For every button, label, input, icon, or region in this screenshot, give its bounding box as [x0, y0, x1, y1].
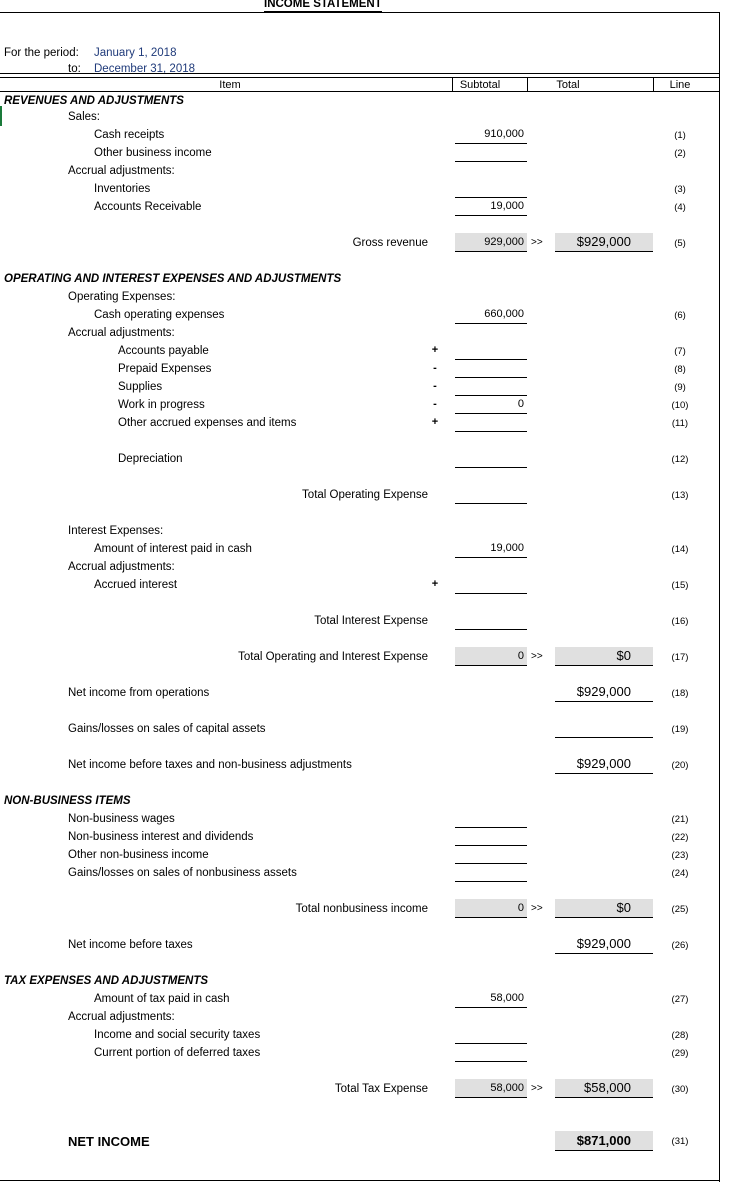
line-number: (3) — [674, 184, 686, 195]
gross-revenue-subtotal: 929,000 — [484, 236, 524, 248]
nonbusiness-heading: NON-BUSINESS ITEMS — [4, 795, 131, 807]
col-line: Line — [669, 79, 691, 91]
other-accrued-label: Other accrued expenses and items — [118, 417, 297, 429]
depreciation-field[interactable] — [455, 467, 527, 468]
wip-value: 0 — [517, 398, 524, 410]
title-rule — [0, 12, 720, 13]
header-col-divider-1 — [452, 78, 453, 92]
nb-other-label: Other non-business income — [68, 849, 209, 861]
line-number: (24) — [671, 868, 689, 879]
accounts-payable-field[interactable] — [455, 359, 527, 360]
other-accrued-field[interactable] — [455, 431, 527, 432]
depreciation-label: Depreciation — [118, 453, 183, 465]
nb-total-arrow: >> — [531, 903, 543, 914]
tax-cash-value: 58,000 — [490, 992, 524, 1004]
accrued-interest-sign: + — [431, 578, 439, 590]
interest-cash-label: Amount of interest paid in cash — [94, 543, 252, 555]
nb-gains-label: Gains/losses on sales of nonbusiness assets — [68, 867, 297, 879]
col-item: Item — [219, 79, 241, 91]
header-rule-2 — [0, 77, 720, 78]
period-label: For the period: — [4, 47, 79, 59]
tax-cash-label: Amount of tax paid in cash — [94, 993, 230, 1005]
gains-capital-label: Gains/losses on sales of capital assets — [68, 723, 266, 735]
net-ops-total: $929,000 — [576, 684, 631, 699]
accounts-receivable-label: Accounts Receivable — [94, 201, 202, 213]
nb-total-total: $0 — [616, 900, 631, 915]
total-op-int-total: $0 — [616, 648, 631, 663]
period-start: January 1, 2018 — [94, 47, 177, 59]
line-number: (27) — [671, 994, 689, 1005]
supplies-field[interactable] — [455, 395, 527, 396]
tax-cash-field[interactable] — [455, 1007, 527, 1008]
net-before-field[interactable] — [555, 773, 653, 774]
deferred-field[interactable] — [455, 1061, 527, 1062]
line-number: (8) — [674, 364, 686, 375]
interest-expenses-label: Interest Expenses: — [68, 525, 164, 537]
net-income-total: $871,000 — [576, 1133, 631, 1148]
line-number: (21) — [671, 814, 689, 825]
line-number: (15) — [671, 580, 689, 591]
line-number: (14) — [671, 544, 689, 555]
cash-op-value: 660,000 — [484, 308, 524, 320]
prepaid-sign: - — [433, 362, 437, 374]
line-number: (4) — [674, 202, 686, 213]
line-number: (18) — [671, 688, 689, 699]
total-op-field[interactable] — [455, 503, 527, 504]
deferred-label: Current portion of deferred taxes — [94, 1047, 261, 1059]
col-total: Total — [556, 79, 580, 91]
line-number: (6) — [674, 310, 686, 321]
net-before-total: $929,000 — [576, 756, 631, 771]
tax-total-arrow: >> — [531, 1083, 543, 1094]
line-number: (31) — [671, 1136, 689, 1147]
line-number: (22) — [671, 832, 689, 843]
line-number: (19) — [671, 724, 689, 735]
header-rule-3 — [0, 91, 720, 92]
total-op-int-arrow: >> — [531, 651, 543, 662]
line-number: (13) — [671, 490, 689, 501]
other-accrued-sign: + — [431, 416, 439, 428]
net-before-taxes-label: Net income before taxes — [68, 939, 193, 951]
inventories-label: Inventories — [94, 183, 151, 195]
accounts-receivable-field[interactable] — [455, 215, 527, 216]
cash-op-label: Cash operating expenses — [94, 309, 225, 321]
total-interest-field[interactable] — [455, 629, 527, 630]
nb-wages-label: Non-business wages — [68, 813, 175, 825]
net-before-taxes-field[interactable] — [555, 953, 653, 954]
net-before-label: Net income before taxes and non-business adjustments — [68, 759, 352, 771]
op-expenses-label: Operating Expenses: — [68, 291, 176, 303]
revenues-heading: REVENUES AND ADJUSTMENTS — [4, 95, 184, 107]
line-number: (1) — [674, 130, 686, 141]
line-number: (20) — [671, 760, 689, 771]
line-number: (16) — [671, 616, 689, 627]
nb-wages-field[interactable] — [455, 827, 527, 828]
line-number: (2) — [674, 148, 686, 159]
net-before-taxes-total: $929,000 — [576, 936, 631, 951]
accrued-interest-label: Accrued interest — [94, 579, 178, 591]
wip-label: Work in progress — [118, 399, 205, 411]
col-subtotal: Subtotal — [459, 79, 501, 91]
cash-receipts-value: 910,000 — [484, 128, 524, 140]
interest-cash-field[interactable] — [455, 557, 527, 558]
header-rule-1 — [0, 73, 720, 74]
tax-total-total: $58,000 — [584, 1080, 631, 1095]
accrued-interest-field[interactable] — [455, 593, 527, 594]
nb-total-subtotal: 0 — [517, 902, 524, 914]
accounts-payable-sign: + — [431, 344, 439, 356]
prepaid-label: Prepaid Expenses — [118, 363, 212, 375]
accounts-receivable-value: 19,000 — [490, 200, 524, 212]
line-number: (26) — [671, 940, 689, 951]
line-number: (17) — [671, 652, 689, 663]
line-number: (9) — [674, 382, 686, 393]
wip-field[interactable] — [455, 413, 527, 414]
nb-total-label: Total nonbusiness income — [295, 903, 428, 915]
line-number: (7) — [674, 346, 686, 357]
line-number: (30) — [671, 1084, 689, 1095]
header-col-divider-2 — [527, 78, 528, 92]
line-number: (28) — [671, 1030, 689, 1041]
line-number: (25) — [671, 904, 689, 915]
gains-capital-field[interactable] — [555, 737, 653, 738]
cash-op-field[interactable] — [455, 323, 527, 324]
net-income-label: NET INCOME — [68, 1134, 150, 1149]
nb-gains-field[interactable] — [455, 881, 527, 882]
line-number: (23) — [671, 850, 689, 861]
line-number: (12) — [671, 454, 689, 465]
tax-total-label: Total Tax Expense — [334, 1083, 428, 1095]
op-accrual-label: Accrual adjustments: — [68, 327, 175, 339]
nb-interest-label: Non-business interest and dividends — [68, 831, 254, 843]
net-ops-label: Net income from operations — [68, 687, 210, 699]
sales-label: Sales: — [68, 111, 100, 123]
operating-heading: OPERATING AND INTEREST EXPENSES AND ADJUSTMENTS — [4, 273, 342, 285]
bottom-rule — [0, 1180, 720, 1181]
total-op-int-subtotal: 0 — [517, 650, 524, 662]
inventories-field[interactable] — [455, 197, 527, 198]
accounts-payable-label: Accounts payable — [118, 345, 209, 357]
revenue-accrual-label: Accrual adjustments: — [68, 165, 175, 177]
total-op-int-label: Total Operating and Interest Expense — [238, 651, 428, 663]
tax-heading: TAX EXPENSES AND ADJUSTMENTS — [4, 975, 209, 987]
prepaid-field[interactable] — [455, 377, 527, 378]
tax-total-subtotal: 58,000 — [490, 1082, 524, 1094]
income-ss-label: Income and social security taxes — [94, 1029, 261, 1041]
tax-accrual-label: Accrual adjustments: — [68, 1011, 175, 1023]
other-business-label: Other business income — [94, 147, 212, 159]
line-number: (29) — [671, 1048, 689, 1059]
income-ss-field[interactable] — [455, 1043, 527, 1044]
wip-sign: - — [433, 398, 437, 410]
line-number: (10) — [671, 400, 689, 411]
total-op-label: Total Operating Expense — [302, 489, 428, 501]
nb-interest-field[interactable] — [455, 845, 527, 846]
supplies-label: Supplies — [118, 381, 163, 393]
period-end: December 31, 2018 — [94, 63, 196, 75]
nb-other-field[interactable] — [455, 863, 527, 864]
total-interest-label: Total Interest Expense — [314, 615, 428, 627]
period-to-label: to: — [68, 63, 81, 75]
selection-mark — [0, 106, 2, 126]
interest-accrual-label: Accrual adjustments: — [68, 561, 175, 573]
interest-cash-value: 19,000 — [490, 542, 524, 554]
line-number: (11) — [671, 418, 689, 429]
net-ops-field[interactable] — [555, 701, 653, 702]
supplies-sign: - — [433, 380, 437, 392]
page-title: INCOME STATEMENT — [264, 0, 382, 10]
gross-revenue-label: Gross revenue — [352, 237, 428, 249]
cash-receipts-label: Cash receipts — [94, 129, 165, 141]
cash-receipts-field[interactable] — [455, 143, 527, 144]
gross-revenue-total: $929,000 — [576, 234, 631, 249]
line-number: (5) — [674, 238, 686, 249]
header-col-divider-3 — [653, 78, 654, 92]
right-border — [719, 12, 720, 1182]
other-business-field[interactable] — [455, 161, 527, 162]
gross-revenue-arrow: >> — [531, 237, 543, 248]
